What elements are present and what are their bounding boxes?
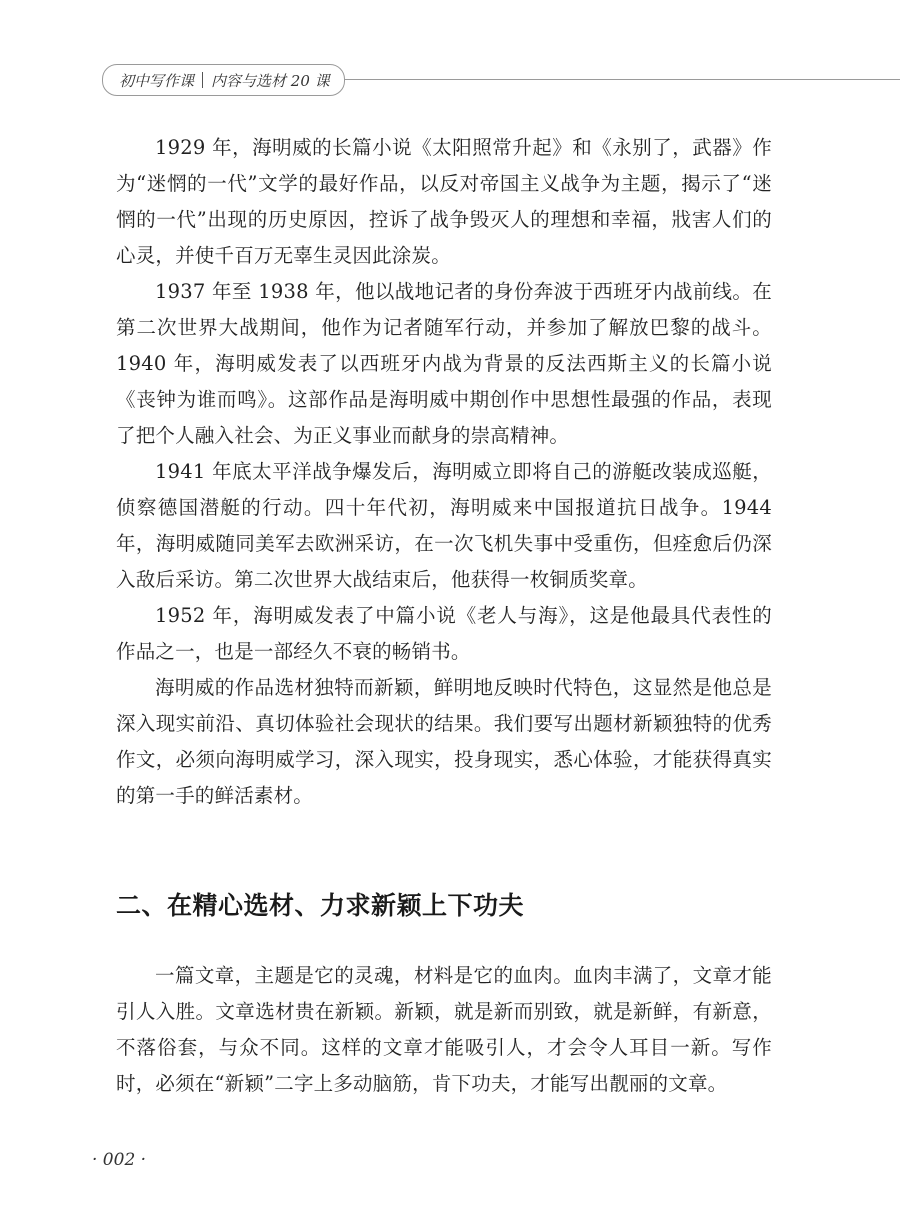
section-body-text (116, 958, 772, 1102)
section-heading: 二、在精心选材、力求新颖上下功夫 (116, 891, 525, 920)
paragraph-1941: 1941 年底太平洋战争爆发后，海明威立即将自己的游艇改装成巡艇，侦察德国潜艇的行动。四十年代初，海明威来中国报道抗日战争。1944 年，海明威随同美军去欧洲采访，在一次飞机失事中受重伤，但痊愈后仍深入敌后采访。第二次世界大战结束后，他获得一枚铜质奖章。 (116, 460, 772, 591)
paragraph-1929: 1929 年，海明威的长篇小说《太阳照常升起》和《永别了，武器》作为“迷惘的一代”文学的最好作品，以反对帝国主义战争为主题，揭示了“迷惘的一代”出现的历史原因，控诉了战争毁灭人的理想和幸福，戕害人们的心灵，并使千百万无辜生灵因此涂炭。 (116, 136, 772, 267)
running-header (102, 64, 345, 96)
body-text (116, 130, 772, 814)
header-section-title: 内容与选材 20 课 (211, 71, 330, 90)
paragraph-1952: 1952 年，海明威发表了中篇小说《老人与海》，这是他最具代表性的作品之一，也是一部经久不衰的畅销书。 (116, 604, 772, 663)
header-separator (202, 72, 203, 88)
paragraph-1937: 1937 年至 1938 年，他以战地记者的身份奔波于西班牙内战前线。在第二次世界大战期间，他作为记者随军行动，并参加了解放巴黎的战斗。1940 年，海明威发表了以西班牙内战为背景的反法西斯主义的长篇小说《丧钟为谁而鸣》。这部作品是海明威中期创作中思想性最强的作品，表现了把个人融入社会、为正义事业而献身的崇高精神。 (116, 280, 772, 447)
section-paragraph: 一篇文章，主题是它的灵魂，材料是它的血肉。血肉丰满了，文章才能引人入胜。文章选材贵在新颖。新颖，就是新而别致，就是新鲜，有新意，不落俗套，与众不同。这样的文章才能吸引人，才会令人耳目一新。写作时，必须在“新颖”二字上多动脑筋，肯下功夫，才能写出靓丽的文章。 (116, 964, 772, 1095)
page-number: · 002 · (92, 1150, 147, 1170)
paragraph-summary: 海明威的作品选材独特而新颖，鲜明地反映时代特色，这显然是他总是深入现实前沿、真切体验社会现状的结果。我们要写出题材新颖独特的优秀作文，必须向海明威学习，深入现实，投身现实，悉心体验，才能获得真实的第一手的鲜活素材。 (116, 676, 772, 807)
header-book-title: 初中写作课 (119, 71, 195, 90)
